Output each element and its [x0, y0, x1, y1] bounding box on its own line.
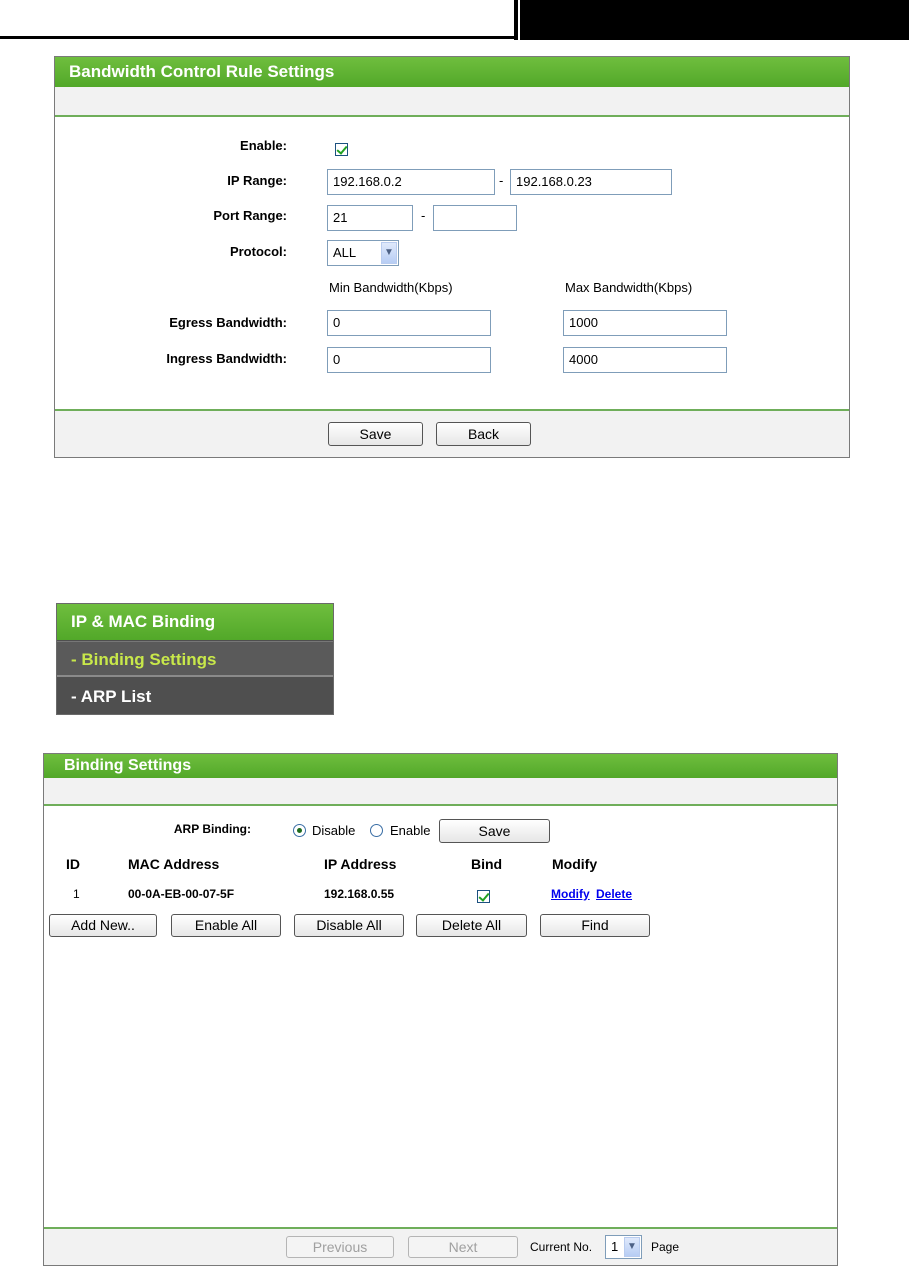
- arp-disable-label: Disable: [312, 823, 356, 838]
- row-delete-link[interactable]: Delete: [596, 887, 633, 901]
- page-label: Page: [651, 1240, 680, 1254]
- panel-title: Bandwidth Control Rule Settings: [55, 57, 849, 87]
- next-button[interactable]: Next: [408, 1236, 518, 1258]
- enable-all-button[interactable]: Enable All: [171, 914, 281, 937]
- egress-bandwidth-label: Egress Bandwidth:: [169, 315, 287, 330]
- egress-max-field[interactable]: 1000: [563, 310, 727, 336]
- arp-enable-radio[interactable]: [370, 824, 383, 837]
- ip-end-field[interactable]: 192.168.0.23: [510, 169, 672, 195]
- binding-panel-title: Binding Settings: [44, 754, 837, 778]
- ip-range-label: IP Range:: [227, 173, 287, 188]
- min-bandwidth-header: Min Bandwidth(Kbps): [329, 280, 453, 295]
- chevron-down-icon[interactable]: ▼: [624, 1237, 640, 1257]
- menu-header-ip-mac-binding[interactable]: IP & MAC Binding: [57, 604, 333, 640]
- ingress-max-field[interactable]: 4000: [563, 347, 727, 373]
- menu-item-binding-settings[interactable]: - Binding Settings: [57, 641, 333, 677]
- ingress-bandwidth-label: Ingress Bandwidth:: [166, 351, 287, 366]
- protocol-select[interactable]: [327, 240, 399, 266]
- arp-disable-radio[interactable]: [293, 824, 306, 837]
- protocol-label: Protocol:: [229, 244, 287, 259]
- current-page-value: 1: [611, 1239, 619, 1254]
- row-bind-checkbox[interactable]: [477, 890, 490, 903]
- column-header-mac: MAC Address: [128, 856, 220, 872]
- row-mac: 00-0A-EB-00-07-5F: [128, 887, 235, 901]
- arp-binding-label: ARP Binding:: [173, 822, 251, 836]
- port-range-separator: -: [421, 208, 426, 223]
- enable-label: Enable:: [240, 138, 287, 153]
- add-new-button[interactable]: Add New..: [49, 914, 157, 937]
- row-ip: 192.168.0.55: [324, 887, 395, 901]
- row-modify-link[interactable]: Modify: [551, 887, 590, 901]
- row-id: 1: [73, 887, 80, 901]
- column-header-id: ID: [66, 856, 80, 872]
- ip-start-field[interactable]: 192.168.0.2: [327, 169, 495, 195]
- max-bandwidth-header: Max Bandwidth(Kbps): [565, 280, 693, 295]
- header-black-bar: [514, 0, 909, 40]
- binding-panel-subbar: [44, 778, 837, 806]
- previous-button[interactable]: Previous: [286, 1236, 394, 1258]
- arp-save-button[interactable]: Save: [439, 819, 550, 843]
- port-end-field[interactable]: [433, 205, 517, 231]
- binding-panel-footer: [44, 1227, 837, 1265]
- current-page-select[interactable]: [605, 1235, 642, 1259]
- column-header-bind: Bind: [471, 856, 503, 872]
- find-button[interactable]: Find: [540, 914, 650, 937]
- disable-all-button[interactable]: Disable All: [294, 914, 404, 937]
- panel-footer: [55, 409, 849, 457]
- binding-settings-panel: [43, 753, 838, 1266]
- arp-enable-label: Enable: [390, 823, 431, 838]
- protocol-value: ALL: [333, 245, 357, 260]
- back-button[interactable]: Back: [436, 422, 531, 446]
- chevron-down-icon[interactable]: ▼: [381, 242, 397, 264]
- ip-mac-binding-menu: [56, 603, 334, 715]
- header-rule: [0, 36, 514, 39]
- column-header-ip: IP Address: [324, 856, 397, 872]
- egress-min-field[interactable]: 0: [327, 310, 491, 336]
- delete-all-button[interactable]: Delete All: [416, 914, 527, 937]
- port-start-field[interactable]: 21: [327, 205, 413, 231]
- port-range-label: Port Range:: [213, 208, 287, 223]
- bandwidth-control-panel: [54, 56, 850, 458]
- panel-subbar: [55, 87, 849, 117]
- ip-range-separator: -: [499, 173, 504, 188]
- menu-item-arp-list[interactable]: - ARP List: [57, 679, 333, 714]
- current-no-label: Current No.: [530, 1240, 593, 1254]
- column-header-modify: Modify: [552, 856, 598, 872]
- save-button[interactable]: Save: [328, 422, 423, 446]
- ingress-min-field[interactable]: 0: [327, 347, 491, 373]
- enable-checkbox[interactable]: [335, 143, 348, 156]
